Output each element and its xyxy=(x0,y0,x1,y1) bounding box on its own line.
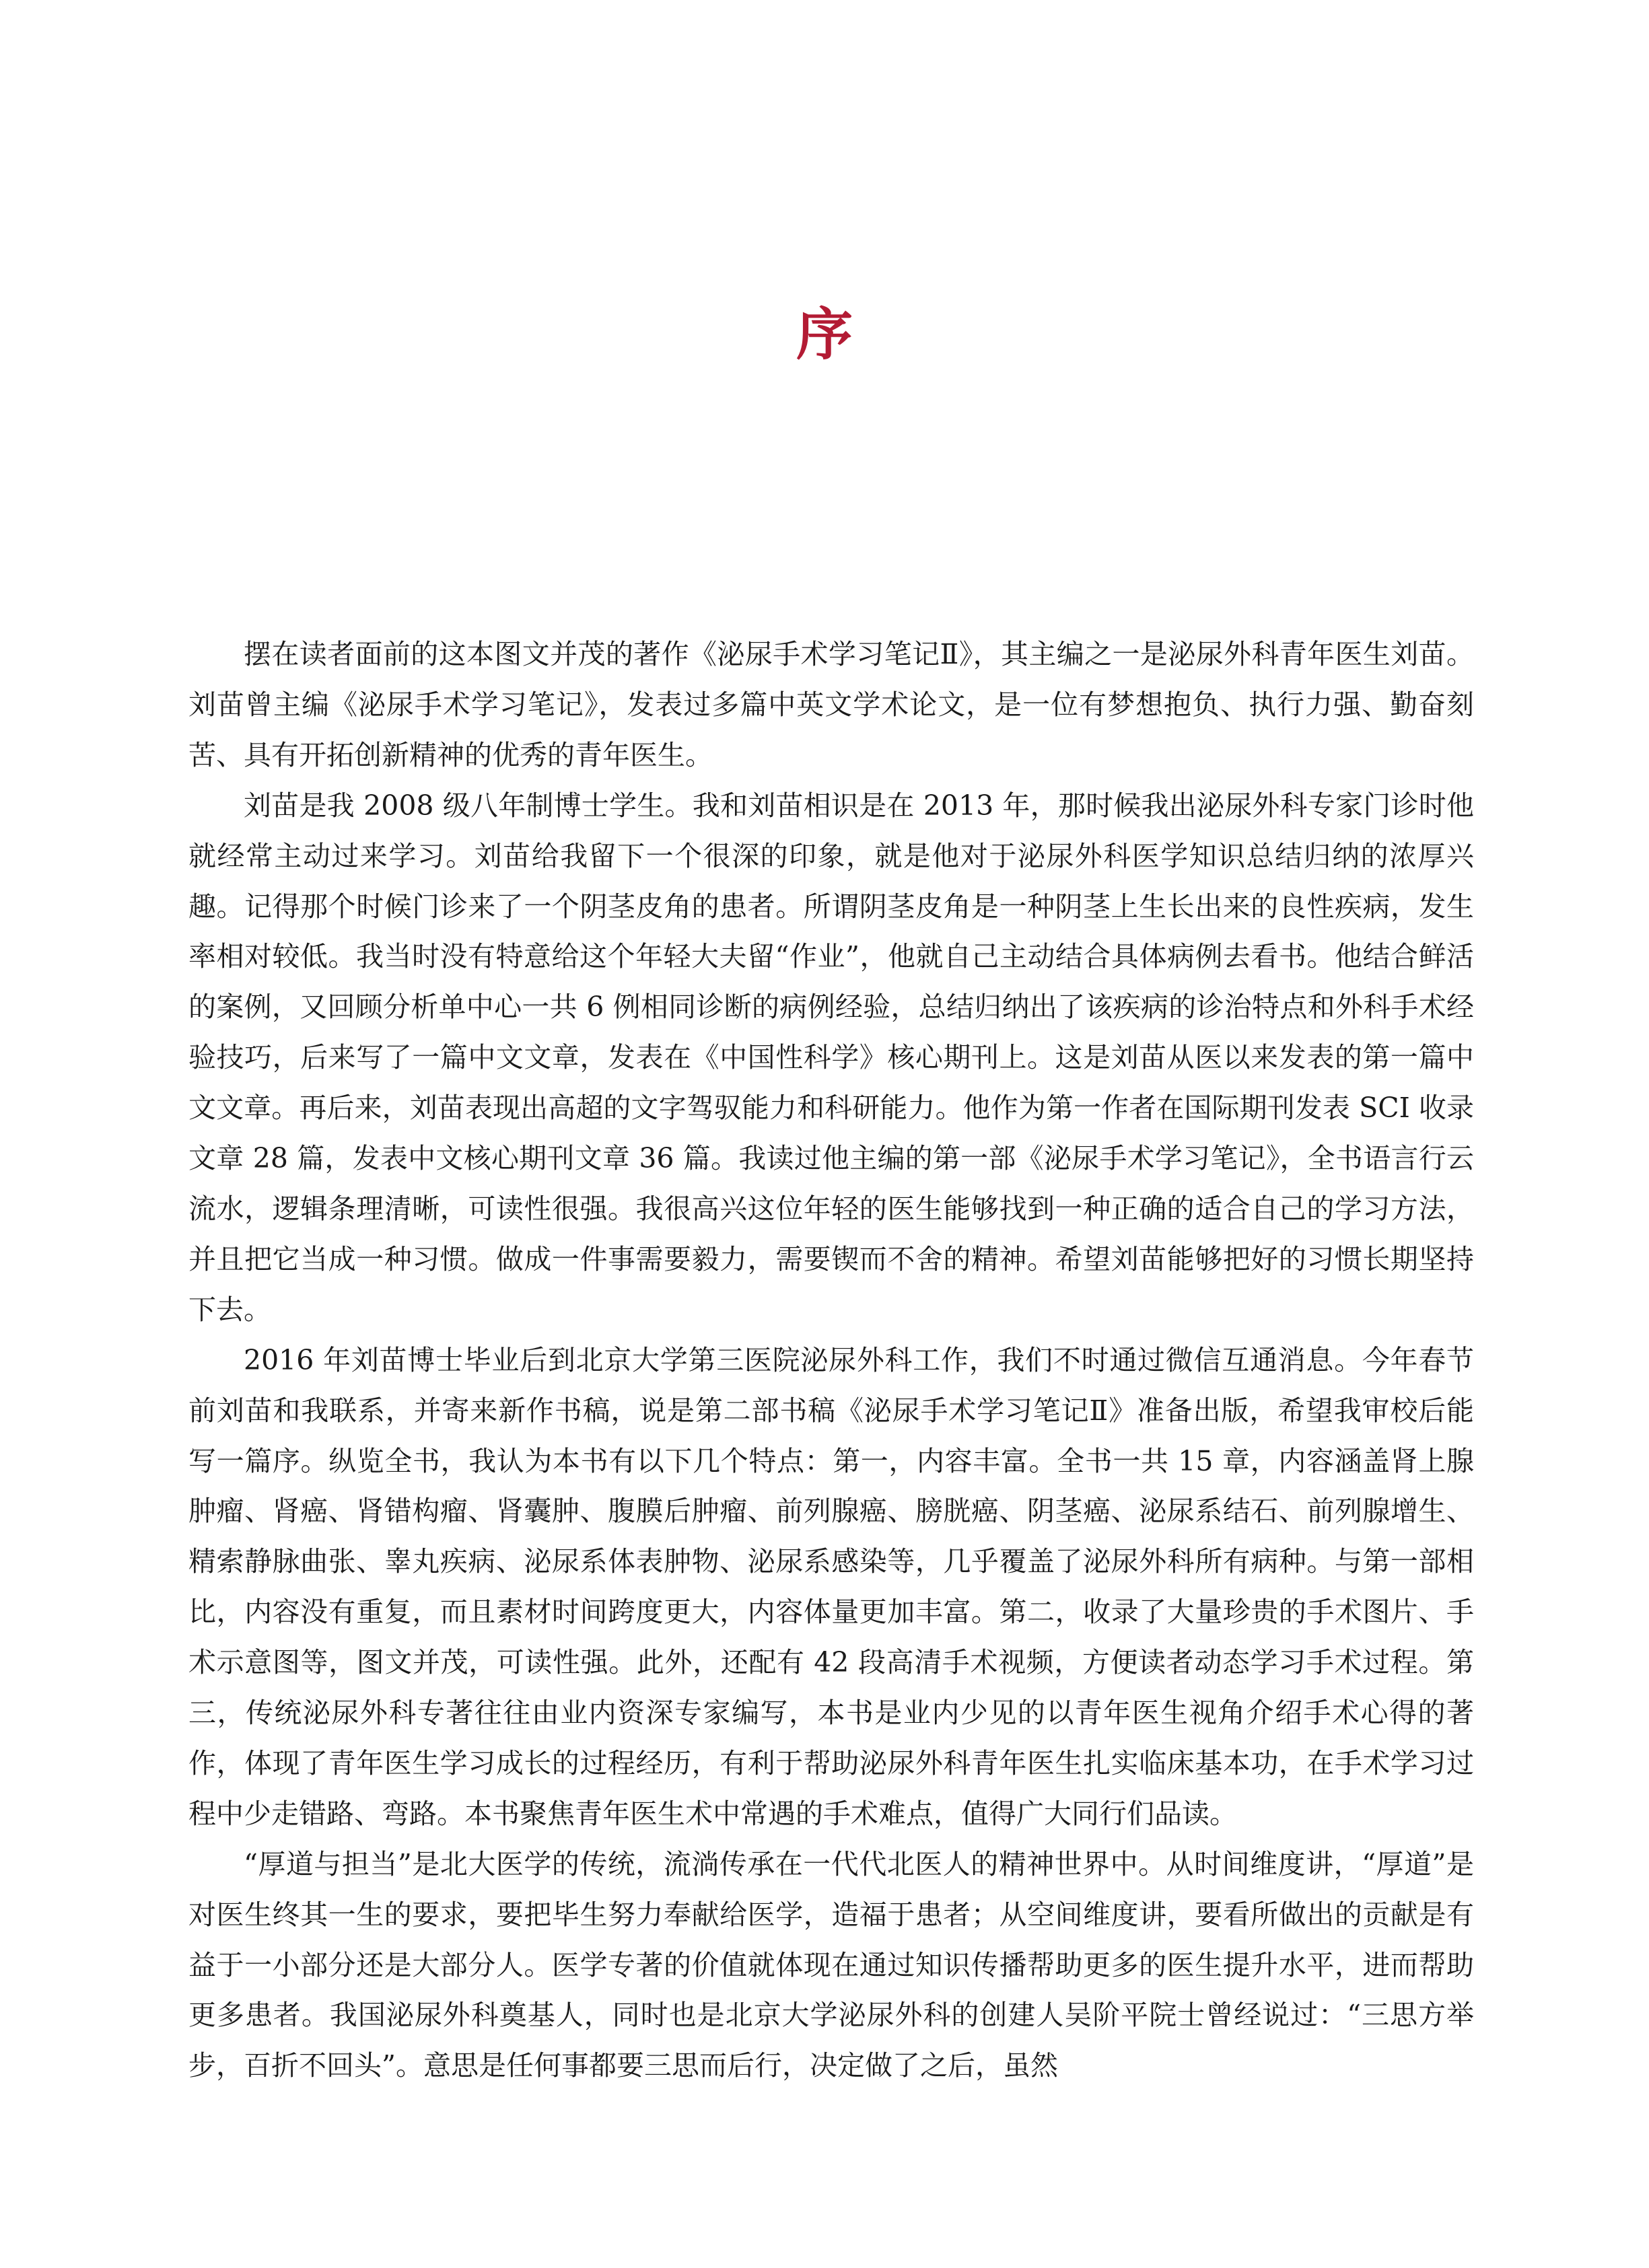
paragraph-1: 摆在读者面前的这本图文并茂的著作《泌尿手术学习笔记Ⅱ》，其主编之一是泌尿外科青年医生刘苗。刘苗曾主编《泌尿手术学习笔记》，发表过多篇中英文学术论文，是一位有梦想抱负、执行力强、勤奋刻苦、具有开拓创新精神的优秀的青年医生。 xyxy=(188,638,1474,771)
paragraph-2: 刘苗是我 2008 级八年制博士学生。我和刘苗相识是在 2013 年，那时候我出泌尿外科专家门诊时他就经常主动过来学习。刘苗给我留下一个很深的印象，就是他对于泌尿外科医学知识总结归纳的浓厚兴趣。记得那个时候门诊来了一个阴茎皮角的患者。所谓阴茎皮角是一种阴茎上生长出来的良性疾病，发生率相对较低。我当时没有特意给这个年轻大夫留“作业”，他就自己主动结合具体病例去看书。他结合鲜活的案例，又回顾分析单中心一共 6 例相同诊断的病例经验，总结归纳出了该疾病的诊治特点和外科手术经验技巧，后来写了一篇中文文章，发表在《中国性科学》核心期刊上。这是刘苗从医以来发表的第一篇中文文章。再后来，刘苗表现出高超的文字驾驭能力和科研能力。他作为第一作者在国际期刊发表 SCI 收录文章 28 篇，发表中文核心期刊文章 36 篇。我读过他主编的第一部《泌尿手术学习笔记》，全书语言行云流水，逻辑条理清晰，可读性很强。我很高兴这位年轻的医生能够找到一种正确的适合自己的学习方法，并且把它当成一种习惯。做成一件事需要毅力，需要锲而不舍的精神。希望刘苗能够把好的习惯长期坚持下去。 xyxy=(188,789,1474,1326)
page-title: 序 xyxy=(796,301,853,367)
preface-body xyxy=(188,629,1474,2091)
paragraph-3: 2016 年刘苗博士毕业后到北京大学第三医院泌尿外科工作，我们不时通过微信互通消息。今年春节前刘苗和我联系，并寄来新作书稿，说是第二部书稿《泌尿手术学习笔记Ⅱ》准备出版，希望我审校后能写一篇序。纵览全书，我认为本书有以下几个特点：第一，内容丰富。全书一共 15 章，内容涵盖肾上腺肿瘤、肾癌、肾错构瘤、肾囊肿、腹膜后肿瘤、前列腺癌、膀胱癌、阴茎癌、泌尿系结石、前列腺增生、精索静脉曲张、睾丸疾病、泌尿系体表肿物、泌尿系感染等，几乎覆盖了泌尿外科所有病种。与第一部相比，内容没有重复，而且素材时间跨度更大，内容体量更加丰富。第二，收录了大量珍贵的手术图片、手术示意图等，图文并茂，可读性强。此外，还配有 42 段高清手术视频，方便读者动态学习手术过程。第三，传统泌尿外科专著往往由业内资深专家编写，本书是业内少见的以青年医生视角介绍手术心得的著作，体现了青年医生学习成长的过程经历，有利于帮助泌尿外科青年医生扎实临床基本功，在手术学习过程中少走错路、弯路。本书聚焦青年医生术中常遇的手术难点，值得广大同行们品读。 xyxy=(188,1343,1474,1830)
paragraph-4: “厚道与担当”是北大医学的传统，流淌传承在一代代北医人的精神世界中。从时间维度讲，“厚道”是对医生终其一生的要求，要把毕生努力奉献给医学，造福于患者；从空间维度讲，要看所做出的贡献是有益于一小部分还是大部分人。医学专著的价值就体现在通过知识传播帮助更多的医生提升水平，进而帮助更多患者。我国泌尿外科奠基人，同时也是北京大学泌尿外科的创建人吴阶平院士曾经说过：“三思方举步，百折不回头”。意思是任何事都要三思而后行，决定做了之后，虽然 xyxy=(188,1847,1474,2082)
